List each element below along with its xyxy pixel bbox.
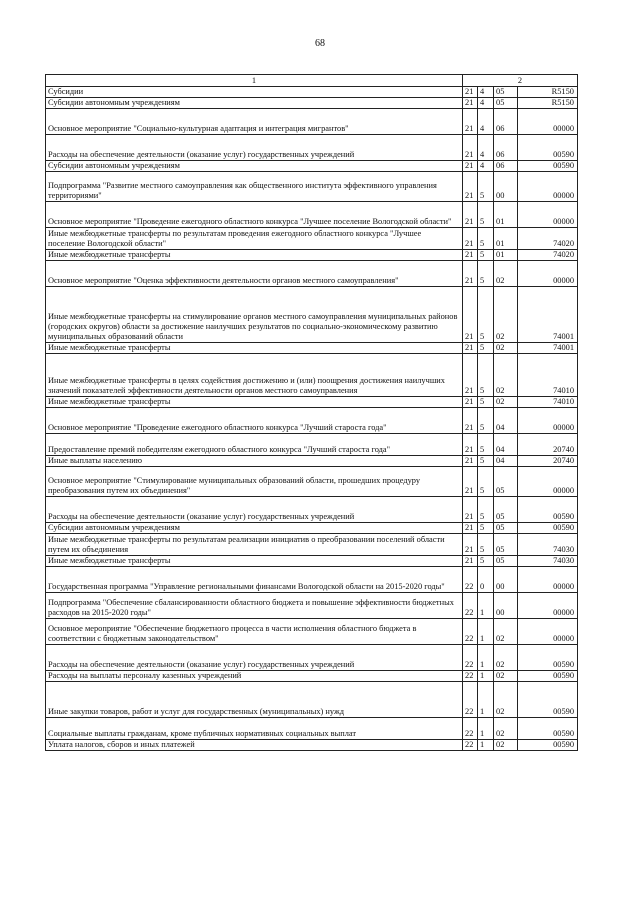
table-row [46, 261, 578, 287]
row-code-activity: 05 [494, 534, 518, 556]
row-code-subprogram: 5 [478, 172, 494, 202]
row-code-direction: 00000 [518, 261, 578, 287]
table-header-row [46, 75, 578, 87]
row-name: Основное мероприятие "Стимулирование муниципальных образований области, прошедших процедуру преобразования путем их объединения" [46, 467, 463, 497]
table-row [46, 497, 578, 523]
row-name: Основное мероприятие "Социально-культурная адаптация и интеграция мигрантов" [46, 109, 463, 135]
row-code-subprogram: 1 [478, 645, 494, 671]
row-code-program: 22 [463, 740, 478, 751]
row-code-activity: 06 [494, 109, 518, 135]
row-code-direction: 00000 [518, 619, 578, 645]
row-code-program: 22 [463, 682, 478, 718]
row-name: Иные межбюджетные трансферты на стимулирование органов местного самоуправления муниципальных районов (городских округов) области за достижение наилучших результатов по социально-экономическому развитию муниципальных образований области [46, 287, 463, 343]
row-name: Субсидии автономным учреждениям [46, 98, 463, 109]
row-code-direction: 00590 [518, 523, 578, 534]
row-code-direction: 00590 [518, 135, 578, 161]
row-code-activity: 02 [494, 740, 518, 751]
row-code-subprogram: 5 [478, 354, 494, 397]
row-name: Иные межбюджетные трансферты [46, 250, 463, 261]
row-code-activity: 00 [494, 172, 518, 202]
table-row [46, 161, 578, 172]
row-code-activity: 02 [494, 261, 518, 287]
row-code-subprogram: 1 [478, 718, 494, 740]
row-code-activity: 01 [494, 250, 518, 261]
budget-table [45, 74, 578, 751]
row-code-subprogram: 4 [478, 98, 494, 109]
row-code-activity: 05 [494, 523, 518, 534]
row-name: Иные межбюджетные трансферты по результатам реализации инициатив о преобразовании поселений области путем их объединения [46, 534, 463, 556]
row-code-direction: 74020 [518, 250, 578, 261]
row-code-program: 21 [463, 109, 478, 135]
row-code-subprogram: 5 [478, 261, 494, 287]
row-name: Иные межбюджетные трансферты [46, 343, 463, 354]
row-name: Субсидии [46, 87, 463, 98]
row-code-subprogram: 5 [478, 556, 494, 567]
row-code-direction: 00590 [518, 671, 578, 682]
row-code-direction: 00590 [518, 740, 578, 751]
table-row [46, 556, 578, 567]
row-code-subprogram: 0 [478, 567, 494, 593]
row-code-subprogram: 1 [478, 682, 494, 718]
row-code-program: 22 [463, 671, 478, 682]
table-row [46, 228, 578, 250]
row-code-direction: 00590 [518, 718, 578, 740]
row-code-activity: 05 [494, 467, 518, 497]
row-name: Предоставление премий победителям ежегодного областного конкурса "Лучший староста года" [46, 434, 463, 456]
table-row [46, 671, 578, 682]
table-row [46, 619, 578, 645]
table-row [46, 408, 578, 434]
table-row [46, 523, 578, 534]
row-code-activity: 02 [494, 718, 518, 740]
row-code-subprogram: 5 [478, 397, 494, 408]
table-row [46, 456, 578, 467]
row-code-subprogram: 4 [478, 161, 494, 172]
row-code-subprogram: 5 [478, 408, 494, 434]
row-code-program: 22 [463, 567, 478, 593]
table-row [46, 467, 578, 497]
row-code-direction: 00000 [518, 467, 578, 497]
row-name: Основное мероприятие "Проведение ежегодного областного конкурса "Лучшее поселение Вологодской области" [46, 202, 463, 228]
row-name: Субсидии автономным учреждениям [46, 523, 463, 534]
row-code-direction: 74030 [518, 556, 578, 567]
row-code-subprogram: 5 [478, 228, 494, 250]
row-code-activity: 04 [494, 456, 518, 467]
row-name: Основное мероприятие "Проведение ежегодного областного конкурса "Лучший староста года" [46, 408, 463, 434]
row-code-direction: 74020 [518, 228, 578, 250]
row-code-direction: 74010 [518, 354, 578, 397]
row-code-program: 21 [463, 497, 478, 523]
row-code-direction: R5150 [518, 87, 578, 98]
row-name: Иные межбюджетные трансферты [46, 397, 463, 408]
header-col-1: 1 [46, 75, 463, 87]
row-code-subprogram: 4 [478, 109, 494, 135]
table-row [46, 354, 578, 397]
row-code-program: 21 [463, 434, 478, 456]
row-code-program: 21 [463, 228, 478, 250]
row-code-activity: 02 [494, 645, 518, 671]
row-code-direction: 74030 [518, 534, 578, 556]
row-code-program: 22 [463, 593, 478, 619]
header-col-2: 2 [463, 75, 578, 87]
row-code-program: 21 [463, 261, 478, 287]
row-code-direction: 00590 [518, 497, 578, 523]
row-code-activity: 02 [494, 682, 518, 718]
row-code-subprogram: 1 [478, 740, 494, 751]
row-code-program: 21 [463, 98, 478, 109]
row-code-activity: 05 [494, 98, 518, 109]
row-code-activity: 02 [494, 343, 518, 354]
table-row [46, 135, 578, 161]
row-name: Иные межбюджетные трансферты [46, 556, 463, 567]
row-name: Расходы на обеспечение деятельности (оказание услуг) государственных учреждений [46, 497, 463, 523]
row-code-program: 21 [463, 523, 478, 534]
row-code-activity: 05 [494, 556, 518, 567]
row-code-program: 21 [463, 287, 478, 343]
row-code-program: 21 [463, 467, 478, 497]
table-row [46, 109, 578, 135]
table-row [46, 534, 578, 556]
row-name: Подпрограмма "Развитие местного самоуправления как общественного института эффективного управления территориями" [46, 172, 463, 202]
row-code-activity: 02 [494, 287, 518, 343]
row-code-program: 22 [463, 645, 478, 671]
row-code-activity: 00 [494, 593, 518, 619]
row-code-subprogram: 5 [478, 467, 494, 497]
table-row [46, 98, 578, 109]
row-code-program: 21 [463, 354, 478, 397]
table-row [46, 434, 578, 456]
row-name: Уплата налогов, сборов и иных платежей [46, 740, 463, 751]
row-code-subprogram: 5 [478, 497, 494, 523]
row-name: Иные межбюджетные трансферты по результатам проведения ежегодного областного конкурса "Лучшее поселение Вологодской области" [46, 228, 463, 250]
row-name: Субсидии автономным учреждениям [46, 161, 463, 172]
row-code-activity: 02 [494, 354, 518, 397]
row-code-direction: 74001 [518, 287, 578, 343]
row-code-program: 22 [463, 619, 478, 645]
row-code-direction: 00590 [518, 161, 578, 172]
row-code-activity: 06 [494, 135, 518, 161]
row-code-direction: 20740 [518, 456, 578, 467]
row-code-program: 21 [463, 456, 478, 467]
row-code-direction: 00590 [518, 682, 578, 718]
row-code-direction: 74001 [518, 343, 578, 354]
row-code-subprogram: 1 [478, 619, 494, 645]
table-row [46, 87, 578, 98]
row-code-direction: 00000 [518, 567, 578, 593]
table-row [46, 202, 578, 228]
row-code-subprogram: 5 [478, 343, 494, 354]
row-name: Государственная программа "Управление региональными финансами Вологодской области на 2015-2020 годы" [46, 567, 463, 593]
table-row [46, 593, 578, 619]
row-code-activity: 04 [494, 408, 518, 434]
table-row [46, 740, 578, 751]
row-code-activity: 02 [494, 397, 518, 408]
row-name: Расходы на обеспечение деятельности (оказание услуг) государственных учреждений [46, 645, 463, 671]
row-code-program: 22 [463, 718, 478, 740]
table-row [46, 682, 578, 718]
table-row [46, 250, 578, 261]
row-name: Основное мероприятие "Обеспечение бюджетного процесса в части исполнения областного бюджета в соответствии с бюджетным законодательством" [46, 619, 463, 645]
row-code-subprogram: 5 [478, 250, 494, 261]
page-number: 68 [315, 38, 325, 49]
row-code-direction: 74010 [518, 397, 578, 408]
row-code-subprogram: 1 [478, 593, 494, 619]
row-code-subprogram: 5 [478, 287, 494, 343]
row-code-program: 21 [463, 202, 478, 228]
row-code-program: 21 [463, 343, 478, 354]
row-code-activity: 04 [494, 434, 518, 456]
table-row [46, 397, 578, 408]
row-code-program: 21 [463, 172, 478, 202]
row-name: Подпрограмма "Обеспечение сбалансированности областного бюджета и повышение эффективности бюджетных расходов на 2015-2020 годы" [46, 593, 463, 619]
row-code-program: 21 [463, 408, 478, 434]
table-row [46, 718, 578, 740]
row-code-direction: 00000 [518, 202, 578, 228]
row-code-program: 21 [463, 135, 478, 161]
row-name: Расходы на обеспечение деятельности (оказание услуг) государственных учреждений [46, 135, 463, 161]
row-code-direction: R5150 [518, 98, 578, 109]
table-row [46, 343, 578, 354]
row-name: Иные закупки товаров, работ и услуг для государственных (муниципальных) нужд [46, 682, 463, 718]
row-code-direction: 20740 [518, 434, 578, 456]
row-code-program: 21 [463, 397, 478, 408]
row-code-subprogram: 5 [478, 523, 494, 534]
row-code-activity: 06 [494, 161, 518, 172]
row-code-subprogram: 5 [478, 456, 494, 467]
row-name: Иные выплаты населению [46, 456, 463, 467]
row-code-program: 21 [463, 250, 478, 261]
row-code-subprogram: 1 [478, 671, 494, 682]
row-name: Социальные выплаты гражданам, кроме публичных нормативных социальных выплат [46, 718, 463, 740]
row-code-program: 21 [463, 556, 478, 567]
row-code-activity: 00 [494, 567, 518, 593]
row-code-direction: 00000 [518, 408, 578, 434]
row-code-program: 21 [463, 87, 478, 98]
row-code-activity: 01 [494, 202, 518, 228]
row-code-activity: 02 [494, 619, 518, 645]
row-code-direction: 00000 [518, 109, 578, 135]
row-code-subprogram: 5 [478, 534, 494, 556]
row-code-subprogram: 4 [478, 87, 494, 98]
row-code-activity: 05 [494, 87, 518, 98]
row-code-direction: 00000 [518, 593, 578, 619]
row-code-activity: 05 [494, 497, 518, 523]
table-row [46, 172, 578, 202]
row-name: Основное мероприятие "Оценка эффективности деятельности органов местного самоуправления" [46, 261, 463, 287]
table-row [46, 287, 578, 343]
table-row [46, 567, 578, 593]
row-code-direction: 00590 [518, 645, 578, 671]
row-code-direction: 00000 [518, 172, 578, 202]
row-name: Иные межбюджетные трансферты в целях содействия достижению и (или) поощрения достижения наилучших значений показателей эффективности деятельности органов местного самоуправления [46, 354, 463, 397]
row-code-program: 21 [463, 161, 478, 172]
row-code-subprogram: 4 [478, 135, 494, 161]
table-row [46, 645, 578, 671]
row-code-subprogram: 5 [478, 434, 494, 456]
row-code-subprogram: 5 [478, 202, 494, 228]
row-code-activity: 02 [494, 671, 518, 682]
row-code-program: 21 [463, 534, 478, 556]
row-code-activity: 01 [494, 228, 518, 250]
row-name: Расходы на выплаты персоналу казенных учреждений [46, 671, 463, 682]
